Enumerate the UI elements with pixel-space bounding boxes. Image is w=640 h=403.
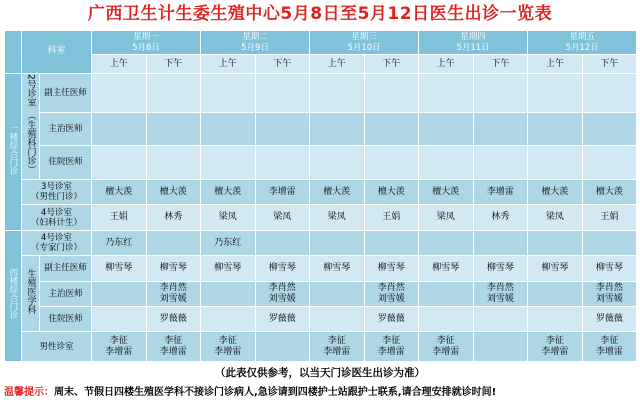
doctor-name: 林秀 xyxy=(164,212,183,223)
schedule-cell xyxy=(310,205,365,230)
schedule-cell xyxy=(364,307,419,332)
doctor-name: 檀大羡 xyxy=(323,186,351,197)
schedule-cell xyxy=(255,256,310,281)
schedule-cell xyxy=(92,230,147,255)
schedule-cell xyxy=(419,281,474,306)
doctor-name: 柳雪琴 xyxy=(486,262,514,273)
schedule-cell xyxy=(255,230,310,255)
doctor-name: 梁凤 xyxy=(436,212,455,223)
schedule-cell xyxy=(364,205,419,230)
doctor-name: 柳雪琴 xyxy=(541,262,569,273)
schedule-cell xyxy=(201,256,256,281)
doctor-name: 李增雷 xyxy=(541,346,569,357)
day-name: 星期一 xyxy=(133,31,159,42)
doctor-name: 檀大羡 xyxy=(159,186,187,197)
schedule-cell xyxy=(419,205,474,230)
doctor-name: 李征 xyxy=(382,335,401,346)
schedule-cell xyxy=(201,113,256,146)
row-label-text: 副主任医师 xyxy=(44,263,87,274)
schedule-cell xyxy=(146,332,201,362)
doctor-name: 罗薇薇 xyxy=(595,313,623,324)
doctor-name: 林秀 xyxy=(491,212,510,223)
doctor-name: 李增雷 xyxy=(486,186,514,197)
day-name: 星期五 xyxy=(569,31,595,42)
schedule-cell xyxy=(92,256,147,281)
doctor-name: 罗薇薇 xyxy=(268,313,296,324)
row-label-text: 住院医师 xyxy=(48,314,83,325)
doctor-name: 李征 xyxy=(327,335,346,346)
doctor-name: 李征 xyxy=(164,335,183,346)
schedule-cell xyxy=(473,73,528,112)
schedule-cell xyxy=(310,230,365,255)
table-row xyxy=(5,113,637,146)
schedule-cell xyxy=(92,180,147,205)
schedule-cell xyxy=(201,205,256,230)
doctor-name: 梁凤 xyxy=(545,212,564,223)
schedule-cell xyxy=(92,281,147,306)
pm-header: 下午 xyxy=(364,55,419,73)
schedule-cell xyxy=(473,307,528,332)
schedule-cell xyxy=(92,73,147,112)
doctor-name: 柳雪琴 xyxy=(595,262,623,273)
schedule-cell xyxy=(146,113,201,146)
row-label-sub: （妇科计生） xyxy=(31,217,83,228)
section-label-text: 四楼综合门诊 xyxy=(8,268,18,320)
schedule-cell xyxy=(419,230,474,255)
schedule-cell xyxy=(419,113,474,146)
row-label-text: 男性诊室 xyxy=(39,341,74,352)
doctor-name: 王娟 xyxy=(600,212,619,223)
table-row xyxy=(5,73,637,112)
schedule-cell xyxy=(364,281,419,306)
schedule-cell xyxy=(473,256,528,281)
row-label xyxy=(22,180,92,205)
department-sub: （生殖科门诊） xyxy=(25,111,36,175)
schedule-cell xyxy=(419,180,474,205)
schedule-cell xyxy=(528,205,583,230)
row-label-text: 4号诊室 xyxy=(41,233,72,244)
schedule-cell xyxy=(92,113,147,146)
day-header xyxy=(92,31,201,55)
schedule-cell xyxy=(146,73,201,112)
row-label xyxy=(40,73,92,112)
row-label-text: 主治医师 xyxy=(48,123,83,134)
doctor-name: 檀大羡 xyxy=(432,186,460,197)
schedule-cell xyxy=(473,113,528,146)
doctor-name: 李增雷 xyxy=(159,346,187,357)
day-header xyxy=(310,31,419,55)
day-date: 5月9日 xyxy=(241,42,269,53)
pm-header: 下午 xyxy=(146,55,201,73)
schedule-cell xyxy=(419,145,474,179)
schedule-cell xyxy=(582,256,637,281)
day-header xyxy=(419,31,528,55)
schedule-cell xyxy=(364,73,419,112)
schedule-cell xyxy=(582,180,637,205)
schedule-cell xyxy=(364,113,419,146)
doctor-name: 柳雪琴 xyxy=(105,262,133,273)
doctor-name: 梁凤 xyxy=(273,212,292,223)
row-label-text: 3号诊室 xyxy=(41,182,72,193)
doctor-name: 柳雪琴 xyxy=(432,262,460,273)
doctor-name: 李增雷 xyxy=(268,186,296,197)
schedule-cell xyxy=(146,307,201,332)
schedule-cell xyxy=(92,307,147,332)
schedule-cell xyxy=(528,180,583,205)
row-label-text: 住院医师 xyxy=(48,157,83,168)
schedule-cell xyxy=(255,180,310,205)
doctor-name: 檀大羡 xyxy=(377,186,405,197)
schedule-cell xyxy=(582,230,637,255)
table-row xyxy=(5,256,637,281)
table-row xyxy=(5,205,637,230)
schedule-cell xyxy=(364,180,419,205)
day-name: 星期二 xyxy=(242,31,268,42)
doctor-name: 李肖然 xyxy=(268,282,296,293)
schedule-cell xyxy=(310,73,365,112)
row-label xyxy=(22,332,92,362)
section-label xyxy=(5,73,22,230)
doctor-name: 刘雪媛 xyxy=(377,293,405,304)
schedule-cell xyxy=(255,332,310,362)
schedule-cell xyxy=(419,256,474,281)
doctor-name: 檀大羡 xyxy=(105,186,133,197)
pm-header: 下午 xyxy=(473,55,528,73)
warm-tip xyxy=(4,386,636,400)
schedule-cell xyxy=(473,205,528,230)
doctor-name: 李征 xyxy=(545,335,564,346)
doctor-name: 刘雪媛 xyxy=(159,293,187,304)
doctor-name: 檀大羡 xyxy=(214,186,242,197)
schedule-cell xyxy=(146,281,201,306)
day-header xyxy=(201,31,310,55)
schedule-cell xyxy=(310,113,365,146)
schedule-cell xyxy=(419,73,474,112)
doctor-name: 乃东红 xyxy=(105,237,133,248)
doctor-name: 梁凤 xyxy=(218,212,237,223)
doctor-name: 李肖然 xyxy=(595,282,623,293)
schedule-cell xyxy=(255,205,310,230)
header-row xyxy=(5,31,637,55)
warm-tip-text: 周末、节假日四楼生殖医学科不接诊门诊病人,急诊请到四楼护士站跟护士联系,请合理安排就诊时间! xyxy=(54,387,497,398)
row-label xyxy=(40,113,92,146)
schedule-cell xyxy=(528,281,583,306)
pm-header: 下午 xyxy=(582,55,637,73)
schedule-cell xyxy=(528,256,583,281)
doctor-name: 刘雪媛 xyxy=(595,293,623,304)
schedule-cell xyxy=(201,230,256,255)
schedule-cell xyxy=(92,332,147,362)
schedule-cell xyxy=(201,180,256,205)
section-label xyxy=(5,230,22,361)
doctor-name: 梁凤 xyxy=(327,212,346,223)
am-header: 上午 xyxy=(92,55,147,73)
schedule-cell xyxy=(255,145,310,179)
schedule-cell xyxy=(364,230,419,255)
section-label-text: 一楼综合门诊 xyxy=(8,124,18,176)
schedule-cell xyxy=(364,332,419,362)
day-name: 星期四 xyxy=(460,31,486,42)
schedule-cell xyxy=(310,180,365,205)
schedule-cell xyxy=(201,73,256,112)
day-header xyxy=(528,31,637,55)
schedule-cell xyxy=(310,281,365,306)
schedule-table xyxy=(4,30,637,362)
schedule-cell xyxy=(582,113,637,146)
schedule-cell xyxy=(255,307,310,332)
schedule-cell xyxy=(582,145,637,179)
doctor-name: 刘雪媛 xyxy=(486,293,514,304)
doctor-name: 李增雷 xyxy=(432,346,460,357)
row-label-text: 主治医师 xyxy=(48,288,83,299)
schedule-cell xyxy=(364,145,419,179)
warm-tip-prefix: 温馨提示： xyxy=(4,387,54,398)
schedule-cell xyxy=(310,307,365,332)
schedule-cell xyxy=(146,256,201,281)
schedule-cell xyxy=(528,332,583,362)
pm-header: 下午 xyxy=(255,55,310,73)
am-header: 上午 xyxy=(201,55,256,73)
schedule-cell xyxy=(201,281,256,306)
schedule-cell xyxy=(528,73,583,112)
table-row xyxy=(5,307,637,332)
department-header: 科室 xyxy=(22,31,92,74)
department-name: 生殖医学科 xyxy=(25,269,36,315)
schedule-cell xyxy=(419,307,474,332)
schedule-cell xyxy=(201,145,256,179)
row-label-text: 副主任医师 xyxy=(44,87,87,98)
schedule-cell xyxy=(201,332,256,362)
doctor-name: 李征 xyxy=(436,335,455,346)
doctor-name: 李增雷 xyxy=(595,346,623,357)
am-header: 上午 xyxy=(528,55,583,73)
department-clinic-2 xyxy=(22,73,40,179)
schedule-cell xyxy=(582,205,637,230)
doctor-name: 李增雷 xyxy=(323,346,351,357)
schedule-cell xyxy=(146,205,201,230)
schedule-cell xyxy=(582,73,637,112)
doctor-name: 柳雪琴 xyxy=(377,262,405,273)
doctor-name: 李增雷 xyxy=(214,346,242,357)
schedule-cell xyxy=(473,332,528,362)
row-label-text: 4号诊室 xyxy=(41,207,72,218)
row-label xyxy=(22,230,92,255)
header-row xyxy=(5,55,637,73)
schedule-cell xyxy=(473,145,528,179)
doctor-name: 柳雪琴 xyxy=(268,262,296,273)
schedule-cell xyxy=(528,307,583,332)
schedule-cell xyxy=(92,145,147,179)
schedule-cell xyxy=(364,256,419,281)
table-row xyxy=(5,332,637,362)
doctor-name: 李肖然 xyxy=(377,282,405,293)
schedule-cell xyxy=(419,332,474,362)
schedule-cell xyxy=(528,230,583,255)
page-title: 广西卫生计生委生殖中心5月8日至5月12日医生出诊一览表 xyxy=(87,4,553,24)
doctor-name: 李肖然 xyxy=(159,282,187,293)
schedule-cell xyxy=(310,332,365,362)
schedule-cell xyxy=(146,230,201,255)
doctor-name: 罗薇薇 xyxy=(377,313,405,324)
doctor-name: 李征 xyxy=(600,335,619,346)
row-label xyxy=(40,281,92,306)
day-date: 5月11日 xyxy=(456,42,490,53)
schedule-cell xyxy=(92,205,147,230)
table-row xyxy=(5,180,637,205)
doctor-name: 柳雪琴 xyxy=(323,262,351,273)
doctor-name: 王娟 xyxy=(109,212,128,223)
schedule-cell xyxy=(582,307,637,332)
doctor-name: 檀大羡 xyxy=(541,186,569,197)
schedule-cell xyxy=(201,307,256,332)
doctor-name: 李征 xyxy=(109,335,128,346)
doctor-name: 乃东红 xyxy=(214,237,242,248)
schedule-cell xyxy=(473,230,528,255)
schedule-cell xyxy=(582,281,637,306)
day-name: 星期三 xyxy=(351,31,377,42)
row-label xyxy=(40,307,92,332)
schedule-cell xyxy=(255,281,310,306)
day-date: 5月8日 xyxy=(132,42,160,53)
schedule-cell xyxy=(528,113,583,146)
am-header: 上午 xyxy=(310,55,365,73)
doctor-name: 王娟 xyxy=(382,212,401,223)
schedule-cell xyxy=(582,332,637,362)
department-reproduction xyxy=(22,256,40,332)
doctor-name: 李肖然 xyxy=(486,282,514,293)
doctor-name: 柳雪琴 xyxy=(214,262,242,273)
doctor-name: 罗薇薇 xyxy=(159,313,187,324)
doctor-name: 柳雪琴 xyxy=(159,262,187,273)
doctor-name: 李增雷 xyxy=(377,346,405,357)
doctor-name: 刘雪媛 xyxy=(268,293,296,304)
doctor-name: 李增雷 xyxy=(105,346,133,357)
department-name: 2号诊室 xyxy=(25,74,36,108)
day-date: 5月10日 xyxy=(347,42,381,53)
row-label xyxy=(40,256,92,281)
table-row xyxy=(5,145,637,179)
row-label-sub: （专家门诊） xyxy=(31,243,83,254)
doctor-name: 李征 xyxy=(218,335,237,346)
schedule-cell xyxy=(310,256,365,281)
am-header: 上午 xyxy=(419,55,474,73)
doctor-name: 檀大羡 xyxy=(595,186,623,197)
schedule-cell xyxy=(473,180,528,205)
table-row xyxy=(5,230,637,255)
day-date: 5月12日 xyxy=(565,42,599,53)
schedule-cell xyxy=(146,145,201,179)
header-corner xyxy=(5,31,22,74)
reference-note: （此表仅供参考，以当天门诊医生出诊为准） xyxy=(215,367,425,379)
row-label xyxy=(22,205,92,230)
schedule-cell xyxy=(473,281,528,306)
row-label-sub: （男性门诊） xyxy=(31,192,83,203)
schedule-cell xyxy=(310,145,365,179)
schedule-cell xyxy=(255,73,310,112)
row-label xyxy=(40,145,92,179)
schedule-cell xyxy=(255,113,310,146)
table-row xyxy=(5,281,637,306)
schedule-cell xyxy=(146,180,201,205)
schedule-cell xyxy=(528,145,583,179)
